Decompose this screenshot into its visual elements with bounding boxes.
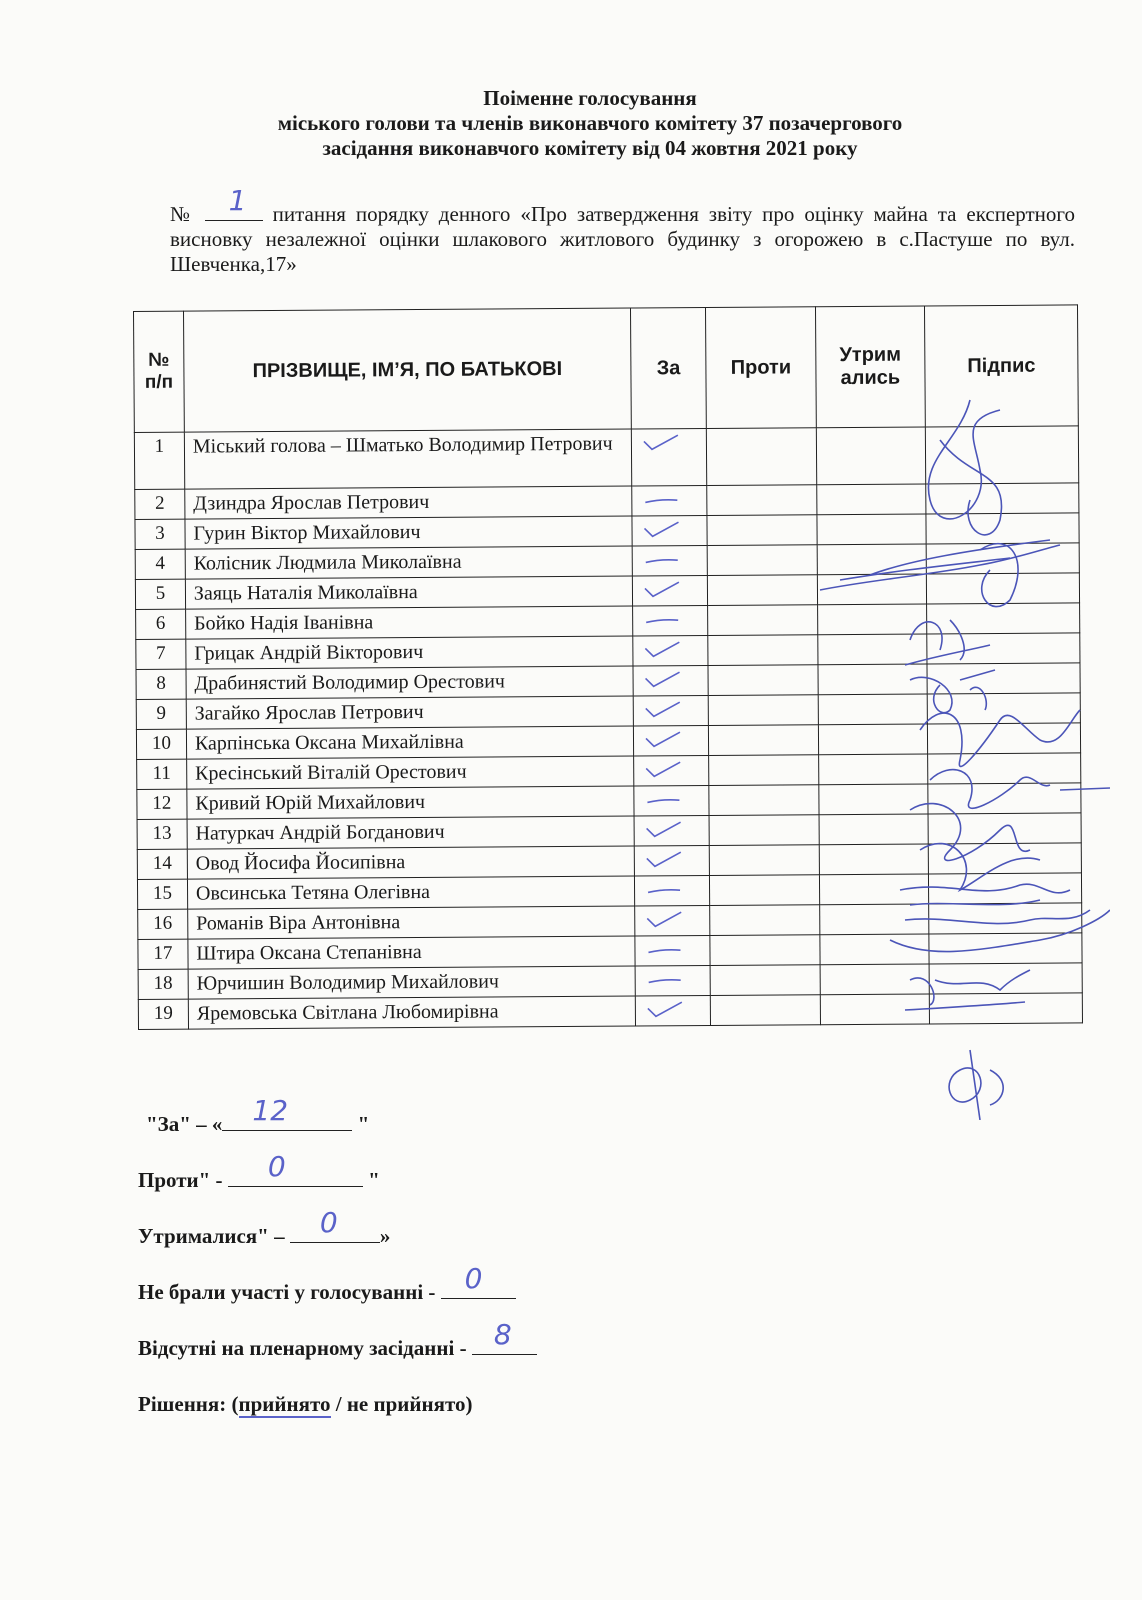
row-name: Кресінський Віталій Орестович <box>187 756 634 789</box>
row-name: Овод Йосифа Йосипівна <box>187 846 634 879</box>
summary-against-end: " <box>368 1168 380 1192</box>
row-number: 5 <box>135 579 185 609</box>
row-name: Натуркач Андрій Богданович <box>187 816 634 849</box>
row-signature-cell <box>929 963 1082 994</box>
question-text: питання порядку денного «Про затвердження звіту про оцінку майна та експертного висновку незалежної оцінки шлакового житлового будинку з огорожею в с.Пастуше по вул. Шевченка,17» <box>170 202 1075 276</box>
row-number: 4 <box>135 549 185 579</box>
checkmark-icon <box>646 1000 684 1018</box>
row-for-cell <box>634 845 710 876</box>
row-against-cell <box>709 815 819 846</box>
row-abstain-cell <box>820 964 930 995</box>
checkmark-icon <box>643 670 681 688</box>
row-name: Романів Віра Антонівна <box>188 906 635 939</box>
row-signature-cell <box>926 573 1079 604</box>
row-for-cell <box>633 635 709 666</box>
table-row <box>138 993 1082 1030</box>
row-for-cell <box>632 485 708 516</box>
summary-absent-label: Відсутні на пленарному засіданні - <box>138 1336 467 1360</box>
row-signature-cell <box>928 753 1081 784</box>
row-number: 6 <box>136 609 186 639</box>
col-header-name: ПРІЗВИЩЕ, ІМ’Я, ПО БАТЬКОВІ <box>183 308 631 432</box>
row-against-cell <box>711 995 821 1026</box>
question-number-blank <box>205 184 263 221</box>
table-header-row <box>134 305 1079 433</box>
row-abstain-cell <box>816 427 926 485</box>
row-for-cell <box>634 875 710 906</box>
summary-absent-blank <box>472 1318 537 1355</box>
agenda-question <box>170 184 1075 277</box>
col-header-for: За <box>630 308 706 430</box>
summary-decision-adopted: прийнято <box>238 1392 331 1416</box>
row-for-cell <box>634 755 710 786</box>
row-name: Юрчишин Володимир Михайлович <box>188 966 635 999</box>
summary-absent-value: 8 <box>493 1318 512 1351</box>
summary-not-participated-value: 0 <box>464 1262 483 1295</box>
row-name: Бойко Надія Іванівна <box>185 606 632 639</box>
row-signature-cell <box>929 903 1082 934</box>
roll-call-table <box>133 304 1083 1030</box>
row-number: 19 <box>138 999 188 1029</box>
row-signature-cell <box>928 873 1081 904</box>
vote-summary <box>138 1094 838 1448</box>
row-for-cell <box>632 575 708 606</box>
checkmark-icon <box>642 433 680 451</box>
summary-against-value: 0 <box>267 1150 286 1183</box>
summary-against-label: Проти" - <box>138 1168 223 1192</box>
row-signature-cell <box>927 693 1080 724</box>
row-for-cell <box>635 935 711 966</box>
table-row <box>134 426 1078 490</box>
row-signature-cell <box>928 813 1081 844</box>
checkmark-icon <box>645 820 683 838</box>
row-for-cell <box>635 995 711 1026</box>
row-against-cell <box>709 725 819 756</box>
dash-icon <box>643 550 681 568</box>
row-number: 7 <box>136 639 186 669</box>
row-name: Міський голова – Шматько Володимир Петрович <box>184 429 631 489</box>
row-signature-cell <box>927 663 1080 694</box>
col-header-signature: Підпис <box>925 305 1079 427</box>
col-header-against: Проти <box>706 307 816 429</box>
dash-icon <box>642 490 680 508</box>
row-number: 14 <box>137 849 187 879</box>
row-name: Овсинська Тетяна Олегівна <box>187 876 634 909</box>
row-abstain-cell <box>817 544 927 575</box>
row-for-cell <box>634 785 710 816</box>
row-name: Дзиндра Ярослав Петрович <box>185 486 632 519</box>
summary-for <box>146 1094 838 1137</box>
summary-not-participated-label: Не брали участі у голосуванні - <box>138 1280 436 1304</box>
summary-decision-rest: / не прийнято) <box>330 1392 473 1416</box>
summary-for-label: "За" – « <box>146 1112 223 1136</box>
row-name: Штира Оксана Степанівна <box>188 936 635 969</box>
summary-not-participated-blank <box>441 1262 516 1299</box>
row-name: Загайко Ярослав Петрович <box>186 696 633 729</box>
row-abstain-cell <box>817 574 927 605</box>
row-signature-cell <box>927 603 1080 634</box>
row-signature-cell <box>926 543 1079 574</box>
dash-icon <box>646 970 684 988</box>
checkmark-icon <box>643 640 681 658</box>
header-subtitle-2: засідання виконавчого комітету від 04 жовтня 2021 року <box>322 136 858 160</box>
row-number: 8 <box>136 669 186 699</box>
row-against-cell <box>708 635 818 666</box>
row-against-cell <box>710 965 820 996</box>
dash-icon <box>645 940 683 958</box>
row-number: 3 <box>135 519 185 549</box>
document-header <box>150 86 1030 161</box>
row-for-cell <box>631 428 707 486</box>
row-signature-cell <box>929 993 1082 1024</box>
row-against-cell <box>707 428 817 486</box>
row-number: 16 <box>138 909 188 939</box>
summary-abstain-label: Утрималися" – <box>138 1224 285 1248</box>
row-against-cell <box>707 515 817 546</box>
row-name: Драбинястий Володимир Орестович <box>186 666 633 699</box>
row-abstain-cell <box>819 784 929 815</box>
row-abstain-cell <box>819 814 929 845</box>
checkmark-icon <box>643 580 681 598</box>
table-body <box>134 426 1082 1030</box>
row-signature-cell <box>926 513 1079 544</box>
checkmark-icon <box>644 760 682 778</box>
summary-decision <box>138 1392 838 1417</box>
row-against-cell <box>707 485 817 516</box>
header-title: Поіменне голосування <box>483 86 697 110</box>
row-abstain-cell <box>818 694 928 725</box>
row-signature-cell <box>926 483 1079 514</box>
summary-abstain <box>138 1206 838 1249</box>
row-for-cell <box>633 605 709 636</box>
row-against-cell <box>708 605 818 636</box>
row-number: 12 <box>137 789 187 819</box>
col-header-abstain: Утрим ались <box>815 306 925 428</box>
row-signature-cell <box>925 426 1078 484</box>
summary-for-blank <box>222 1094 352 1131</box>
checkmark-icon <box>645 910 683 928</box>
row-against-cell <box>710 845 820 876</box>
row-for-cell <box>632 515 708 546</box>
summary-abstain-blank <box>290 1206 380 1243</box>
row-abstain-cell <box>820 994 930 1025</box>
row-for-cell <box>633 695 709 726</box>
dash-icon <box>644 790 682 808</box>
row-name: Заяць Наталія Миколаївна <box>185 576 632 609</box>
row-against-cell <box>710 935 820 966</box>
summary-against <box>138 1150 838 1193</box>
summary-not-participated <box>138 1262 838 1305</box>
checkmark-icon <box>644 700 682 718</box>
row-abstain-cell <box>816 484 926 515</box>
row-against-cell <box>709 695 819 726</box>
row-abstain-cell <box>817 604 927 635</box>
row-against-cell <box>707 545 817 576</box>
row-for-cell <box>633 665 709 696</box>
row-abstain-cell <box>817 514 927 545</box>
row-number: 13 <box>137 819 187 849</box>
summary-absent <box>138 1318 838 1361</box>
checkmark-icon <box>642 520 680 538</box>
row-for-cell <box>635 965 711 996</box>
row-against-cell <box>709 755 819 786</box>
row-against-cell <box>710 875 820 906</box>
summary-abstain-value: 0 <box>319 1206 338 1239</box>
summary-decision-open: ( <box>231 1392 239 1416</box>
row-for-cell <box>633 725 709 756</box>
row-name: Яремовська Світлана Любомирівна <box>188 996 635 1029</box>
row-against-cell <box>710 905 820 936</box>
row-number: 9 <box>136 699 186 729</box>
row-signature-cell <box>929 933 1082 964</box>
col-header-num: № п/п <box>134 311 185 432</box>
row-abstain-cell <box>820 934 930 965</box>
row-abstain-cell <box>818 724 928 755</box>
row-name: Гурин Віктор Михайлович <box>185 516 632 549</box>
summary-for-value: 12 <box>252 1094 289 1127</box>
row-number: 15 <box>137 879 187 909</box>
summary-abstain-end: » <box>379 1224 391 1248</box>
row-signature-cell <box>927 723 1080 754</box>
checkmark-icon <box>644 730 682 748</box>
header-subtitle-1: міського голови та членів виконавчого комітету 37 позачергового <box>277 111 903 135</box>
row-against-cell <box>709 785 819 816</box>
row-abstain-cell <box>817 634 927 665</box>
row-signature-cell <box>928 843 1081 874</box>
row-number: 10 <box>136 729 186 759</box>
row-number: 17 <box>138 939 188 969</box>
dash-icon <box>643 610 681 628</box>
dash-icon <box>645 880 683 898</box>
question-number-prefix: № <box>170 202 195 226</box>
row-name: Колісник Людмила Миколаївна <box>185 546 632 579</box>
row-number: 18 <box>138 969 188 999</box>
row-abstain-cell <box>819 844 929 875</box>
row-signature-cell <box>928 783 1081 814</box>
row-number: 2 <box>135 489 185 519</box>
row-number: 1 <box>134 432 184 489</box>
question-number-handwritten: 1 <box>228 184 247 217</box>
row-for-cell <box>634 815 710 846</box>
row-abstain-cell <box>819 874 929 905</box>
row-abstain-cell <box>818 754 928 785</box>
row-name: Кривий Юрій Михайлович <box>187 786 634 819</box>
checkmark-icon <box>645 850 683 868</box>
row-against-cell <box>708 575 818 606</box>
row-signature-cell <box>927 633 1080 664</box>
row-abstain-cell <box>818 664 928 695</box>
summary-decision-label: Рішення: <box>138 1392 227 1416</box>
summary-for-end: " <box>357 1112 370 1136</box>
row-name: Карпінська Оксана Михайлівна <box>186 726 633 759</box>
row-for-cell <box>635 905 711 936</box>
row-for-cell <box>632 545 708 576</box>
row-number: 11 <box>137 759 187 789</box>
row-abstain-cell <box>819 904 929 935</box>
summary-against-blank <box>228 1150 363 1187</box>
row-name: Грицак Андрій Вікторович <box>186 636 633 669</box>
row-against-cell <box>708 665 818 696</box>
